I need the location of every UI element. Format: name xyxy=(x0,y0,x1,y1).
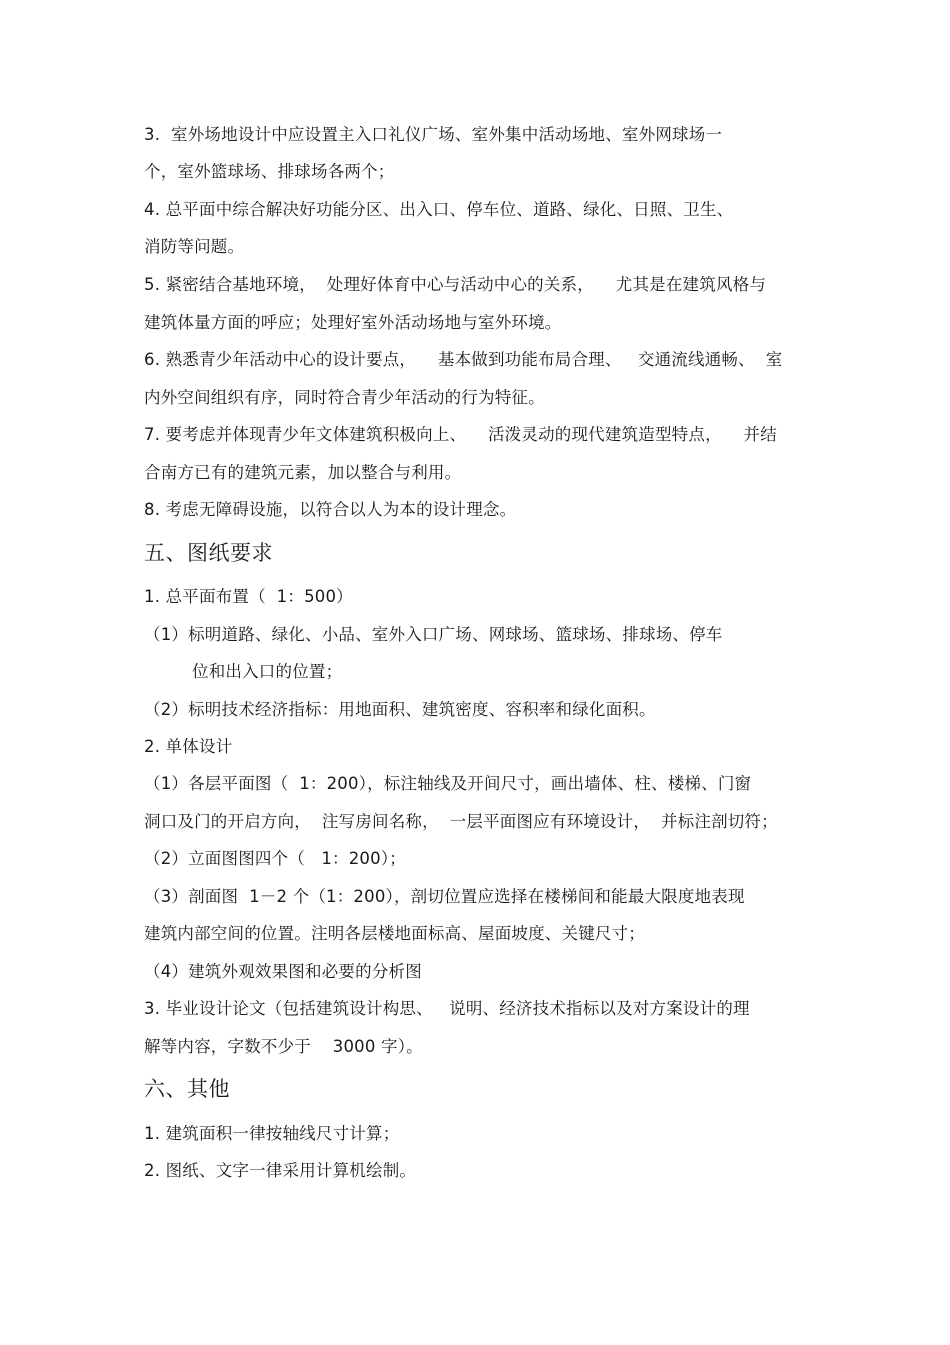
text-line: 个，室外篮球场、排球场各两个； xyxy=(144,162,395,181)
section-heading-other: 六、其他 xyxy=(144,1077,230,1101)
text-line: （2）立面图图四个（ 1：200）； xyxy=(144,849,406,868)
text-line: 2. 图纸、文字一律采用计算机绘制。 xyxy=(144,1161,417,1180)
text-line: 5. 紧密结合基地环境， 处理好体育中心与活动中心的关系， 尤其是在建筑风格与 xyxy=(144,275,767,294)
text-line: 4. 总平面中综合解决好功能分区、出入口、停车位、道路、绿化、日照、卫生、 xyxy=(144,200,734,219)
text-line: （4）建筑外观效果图和必要的分析图 xyxy=(144,962,422,981)
text-line: 洞口及门的开启方向， 注写房间名称， 一层平面图应有环境设计， 并标注剖切符； xyxy=(144,812,778,831)
text-line: （3）剖面图 1－2 个（1：200），剖切位置应选择在楼梯间和能最大限度地表现 xyxy=(144,887,745,906)
text-line: 3. 毕业设计论文（包括建筑设计构思、 说明、经济技术指标以及对方案设计的理 xyxy=(144,999,750,1018)
text-line: 内外空间组织有序，同时符合青少年活动的行为特征。 xyxy=(144,388,545,407)
text-line: 3. 室外场地设计中应设置主入口礼仪广场、室外集中活动场地、室外网球场一 xyxy=(144,125,723,144)
text-line: 1. 建筑面积一律按轴线尺寸计算； xyxy=(144,1124,400,1143)
text-line: （2）标明技术经济指标：用地面积、建筑密度、容积率和绿化面积。 xyxy=(144,700,656,719)
text-line: 7. 要考虑并体现青少年文体建筑积极向上、 活泼灵动的现代建筑造型特点， 并结 xyxy=(144,425,777,444)
text-line: 消防等问题。 xyxy=(144,237,245,256)
text-line: 8. 考虑无障碍设施，以符合以人为本的设计理念。 xyxy=(144,500,517,519)
text-line: 建筑体量方面的呼应；处理好室外活动场地与室外环境。 xyxy=(144,313,562,332)
text-line: 6. 熟悉青少年活动中心的设计要点， 基本做到功能布局合理、 交通流线通畅、 室 xyxy=(144,350,783,369)
text-line: 建筑内部空间的位置。注明各层楼地面标高、屋面坡度、关键尺寸； xyxy=(144,924,645,943)
text-line: 解等内容，字数不少于 3000 字）。 xyxy=(144,1037,423,1056)
text-line: 合南方已有的建筑元素，加以整合与利用。 xyxy=(144,463,462,482)
text-line: 2. 单体设计 xyxy=(144,737,233,756)
section-heading-drawings: 五、图纸要求 xyxy=(144,541,273,565)
text-line: （1）标明道路、绿化、小品、室外入口广场、网球场、篮球场、排球场、停车 xyxy=(144,625,723,644)
text-line: （1）各层平面图（ 1：200），标注轴线及开间尺寸，画出墙体、柱、楼梯、门窗 xyxy=(144,774,752,793)
text-line: 1. 总平面布置（ 1：500） xyxy=(144,587,353,606)
text-line: 位和出入口的位置； xyxy=(192,662,343,681)
